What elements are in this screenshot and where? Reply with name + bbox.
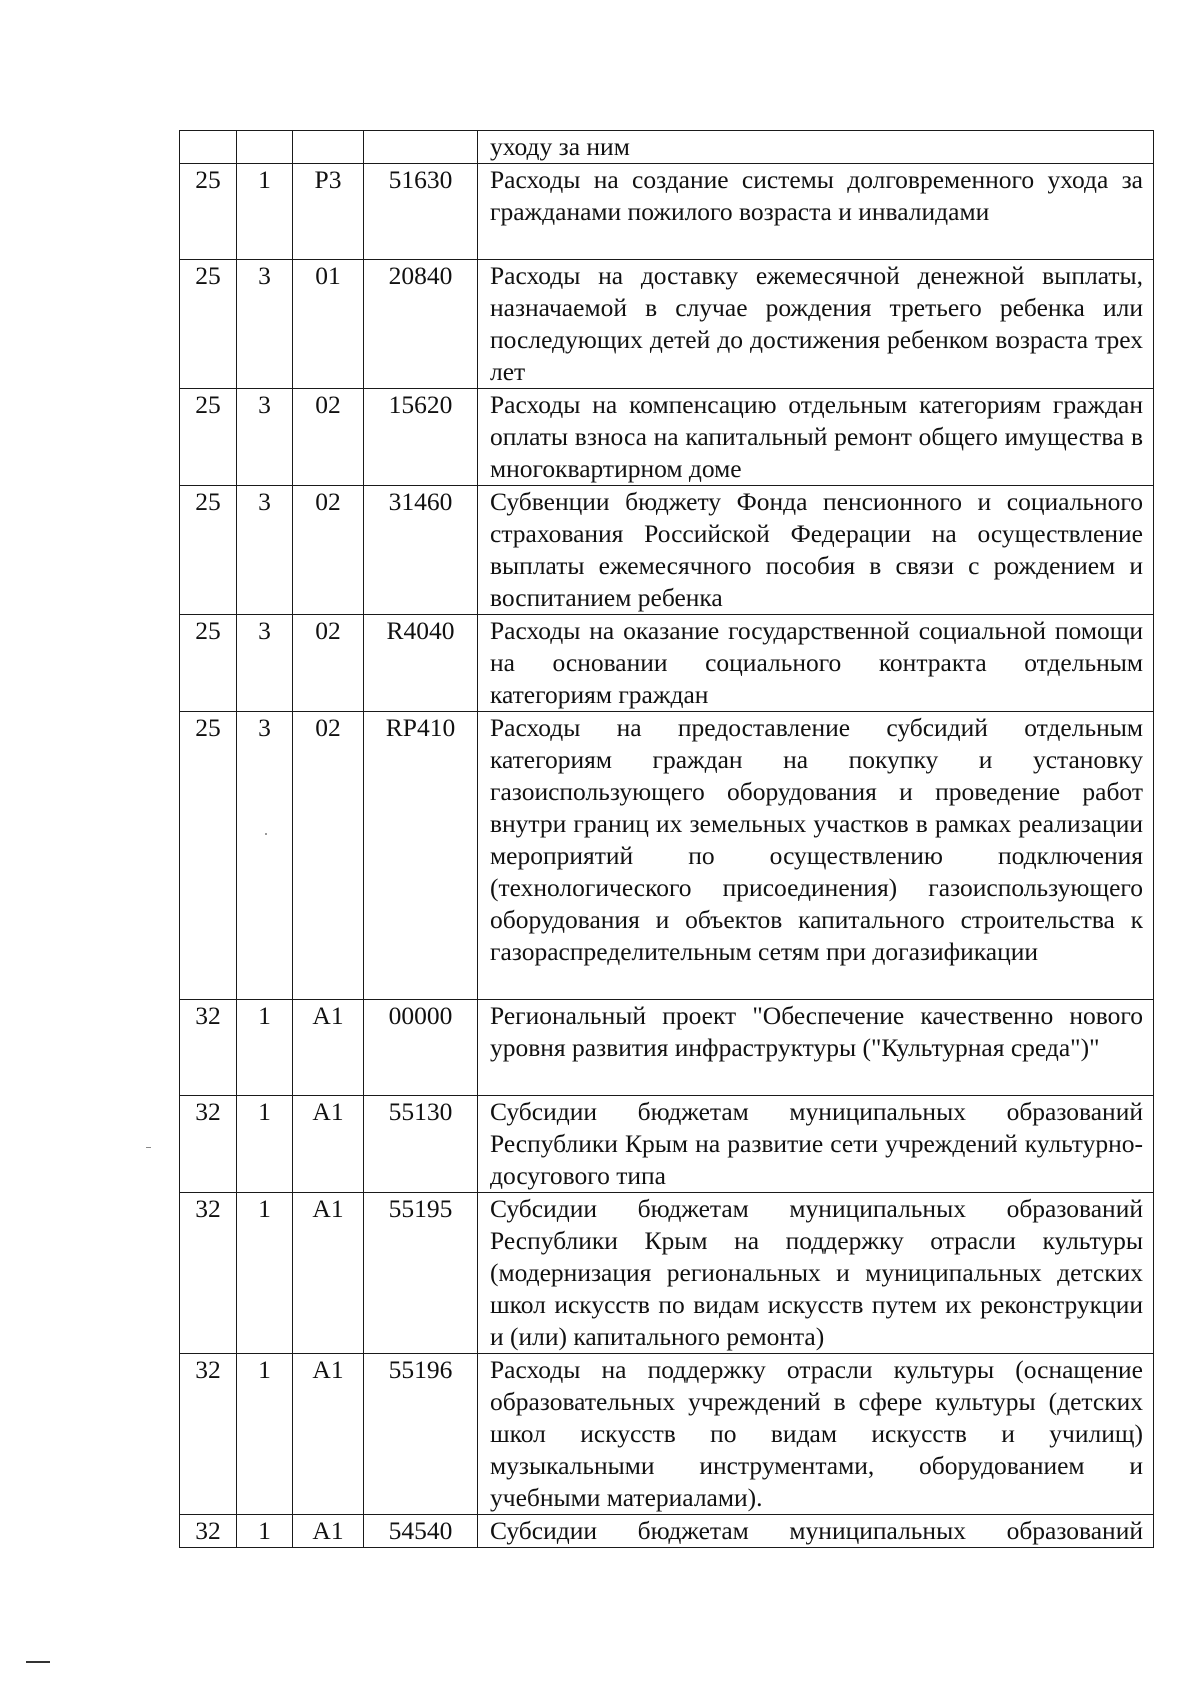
cell-event: 01 (293, 260, 364, 389)
table-row (180, 1515, 1154, 1548)
cell-description: Субсидии бюджетам муниципальных образований Республики Крым на поддержку отрасли культуры (модернизация региональных и муниципальных детских школ искусств по видам искусств путем их реконструкции и (или) капитального ремонта) (478, 1193, 1154, 1354)
table-row (180, 712, 1154, 1000)
cell-program: 32 (180, 1000, 237, 1096)
cell-event: А1 (293, 1515, 364, 1548)
cell-subprogram: 1 (237, 1193, 293, 1354)
scan-speck (265, 833, 267, 835)
cell-description: Расходы на создание системы долговременного ухода за гражданами пожилого возраста и инвалидами (478, 164, 1154, 260)
cell-program: 25 (180, 164, 237, 260)
cell-description: Расходы на компенсацию отдельным категориям граждан оплаты взноса на капитальный ремонт общего имущества в многоквартирном доме (478, 389, 1154, 486)
cell-subprogram (237, 131, 293, 164)
cell-program: 25 (180, 712, 237, 1000)
cell-direction-code: R4040 (364, 615, 478, 712)
cell-program: 32 (180, 1096, 237, 1193)
cell-event: А1 (293, 1354, 364, 1515)
table-row (180, 1000, 1154, 1096)
budget-classification-table (179, 130, 1154, 1548)
scan-margin-mark (146, 1147, 151, 1148)
cell-event: А1 (293, 1000, 364, 1096)
cell-direction-code: 31460 (364, 486, 478, 615)
cell-subprogram: 1 (237, 164, 293, 260)
cell-subprogram: 3 (237, 486, 293, 615)
cell-subprogram: 3 (237, 712, 293, 1000)
cell-event: А1 (293, 1096, 364, 1193)
cell-program (180, 131, 237, 164)
cell-description: Расходы на предоставление субсидий отдельным категориям граждан на покупку и установку газоиспользующего оборудования и проведение работ внутри границ их земельных участков в рамках реализации мероприятий по осуществлению подключения (технологического присоединения) газоиспользующего оборудования и объектов капитального строительства к газораспределительным сетям при догазификации (478, 712, 1154, 1000)
cell-subprogram: 1 (237, 1096, 293, 1193)
cell-direction-code: 15620 (364, 389, 478, 486)
cell-event: 02 (293, 486, 364, 615)
cell-program: 25 (180, 389, 237, 486)
cell-program: 32 (180, 1193, 237, 1354)
cell-program: 25 (180, 486, 237, 615)
cell-subprogram: 1 (237, 1000, 293, 1096)
table-row (180, 486, 1154, 615)
cell-event: 02 (293, 389, 364, 486)
table-row (180, 615, 1154, 712)
cell-event: 02 (293, 615, 364, 712)
cell-direction-code: 55130 (364, 1096, 478, 1193)
cell-program: 25 (180, 260, 237, 389)
cell-subprogram: 3 (237, 389, 293, 486)
cell-description: Расходы на оказание государственной социальной помощи на основании социального контракта отдельным категориям граждан (478, 615, 1154, 712)
cell-description: Региональный проект "Обеспечение качественно нового уровня развития инфраструктуры ("Культурная среда")" (478, 1000, 1154, 1096)
cell-subprogram: 1 (237, 1515, 293, 1548)
cell-description: Субвенции бюджету Фонда пенсионного и социального страхования Российской Федерации на осуществление выплаты ежемесячного пособия в связи с рождением и воспитанием ребенка (478, 486, 1154, 615)
cell-description: Субсидии бюджетам муниципальных образований (478, 1515, 1154, 1548)
cell-subprogram: 3 (237, 260, 293, 389)
scan-edge-mark (26, 1661, 50, 1663)
table-row (180, 260, 1154, 389)
cell-event: 02 (293, 712, 364, 1000)
cell-event: Р3 (293, 164, 364, 260)
cell-direction-code: 00000 (364, 1000, 478, 1096)
table-row (180, 389, 1154, 486)
cell-subprogram: 1 (237, 1354, 293, 1515)
cell-direction-code: 55196 (364, 1354, 478, 1515)
cell-event (293, 131, 364, 164)
cell-description: Расходы на доставку ежемесячной денежной выплаты, назначаемой в случае рождения третьего ребенка или последующих детей до достижения ребенком возраста трех лет (478, 260, 1154, 389)
table-row (180, 164, 1154, 260)
cell-description: Расходы на поддержку отрасли культуры (оснащение образовательных учреждений в сфере культуры (детских школ искусств по видам искусств и училищ) музыкальными инструментами, оборудованием и учебными материалами). (478, 1354, 1154, 1515)
cell-event: А1 (293, 1193, 364, 1354)
cell-direction-code: 54540 (364, 1515, 478, 1548)
cell-program: 25 (180, 615, 237, 712)
cell-program: 32 (180, 1354, 237, 1515)
cell-direction-code (364, 131, 478, 164)
table-row (180, 1354, 1154, 1515)
cell-description: Субсидии бюджетам муниципальных образований Республики Крым на развитие сети учреждений культурно-досугового типа (478, 1096, 1154, 1193)
cell-direction-code: 51630 (364, 164, 478, 260)
table-row (180, 131, 1154, 164)
cell-program: 32 (180, 1515, 237, 1548)
table-row (180, 1096, 1154, 1193)
cell-direction-code: 20840 (364, 260, 478, 389)
cell-direction-code: 55195 (364, 1193, 478, 1354)
cell-description: уходу за ним (478, 131, 1154, 164)
cell-direction-code: RP410 (364, 712, 478, 1000)
cell-subprogram: 3 (237, 615, 293, 712)
table-row (180, 1193, 1154, 1354)
